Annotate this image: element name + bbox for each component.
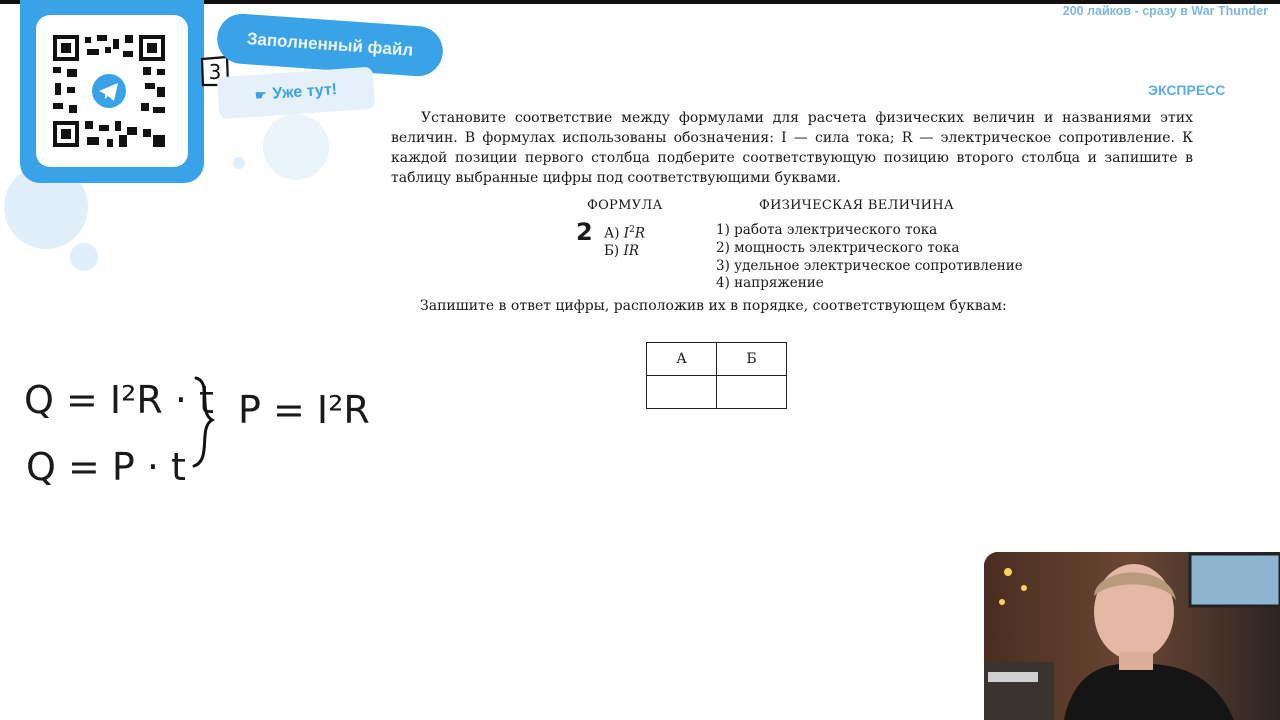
formula-b: Б) IR — [604, 243, 639, 259]
handwritten-formula-heat-1: Q = I²R · t — [24, 378, 214, 422]
quantity-option-1: 1) работа электрического тока — [716, 222, 938, 238]
answer-table — [646, 342, 787, 409]
formula-header: ФОРМУЛА — [587, 198, 663, 213]
pointing-hand-icon: ☛ — [254, 87, 268, 103]
decor-bubble — [70, 243, 98, 271]
already-here-ribbon[interactable] — [217, 67, 376, 120]
decor-bubble — [233, 157, 245, 169]
step-number: 3 — [208, 60, 222, 84]
webcam-person-image — [984, 552, 1280, 720]
handwritten-answer-mark: 2 — [576, 218, 593, 246]
already-here-label: Уже тут! — [271, 81, 338, 103]
webcam-overlay — [984, 552, 1280, 720]
answer-instruction: Запишите в ответ цифры, расположив их в порядке, соответствующем буквам: — [420, 298, 1007, 314]
qr-code-icon — [53, 35, 165, 147]
qr-promo-card[interactable] — [20, 0, 204, 183]
answer-cell-a[interactable] — [647, 376, 717, 409]
quantity-option-3: 3) удельное электрическое сопротивление — [716, 258, 1023, 274]
quantity-option-2: 2) мощность электрического тока — [716, 240, 960, 256]
task-statement: Установите соответствие между формулами для расчета физических величин и названиями этих величин. В формулах использованы обозначения: I — сила тока; R — электрическое сопротивление. К каждой позиции первого столбца подберите соответствующую позицию второго столбца и запишите в таблицу выбранные цифры под соответствующими буквами. — [391, 110, 1193, 186]
filled-file-ribbon[interactable]: Заполненный файл — [216, 12, 445, 78]
formula-a: А) $I^2R$ — [604, 225, 646, 242]
answer-cell-b[interactable] — [717, 376, 787, 409]
handwritten-brace-icon — [190, 372, 220, 472]
quantity-header: ФИЗИЧЕСКАЯ ВЕЛИЧИНА — [759, 198, 955, 213]
answer-column-a-header: А — [647, 343, 717, 376]
qr-code-frame[interactable] — [36, 15, 188, 167]
quantity-option-4: 4) напряжение — [716, 275, 824, 291]
express-label: ЭКСПРЕСС — [1148, 82, 1226, 98]
promo-caption: 200 лайков - сразу в War Thunder — [1062, 4, 1268, 18]
answer-column-b-header: Б — [717, 343, 787, 376]
decor-bubble — [263, 114, 329, 180]
handwritten-formula-power: P = I²R — [238, 388, 370, 432]
handwritten-formula-heat-2: Q = P · t — [26, 445, 186, 489]
